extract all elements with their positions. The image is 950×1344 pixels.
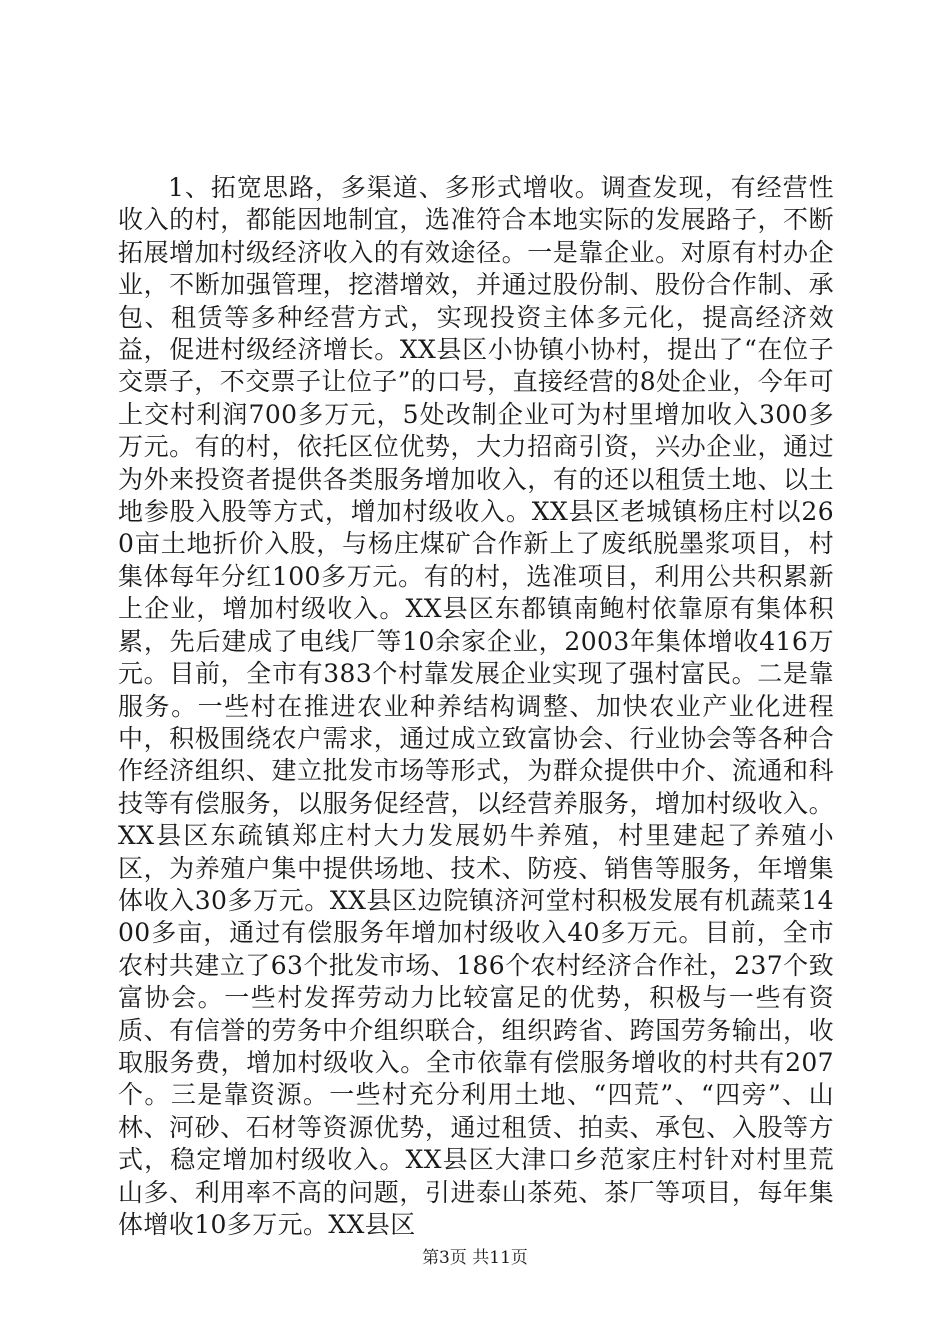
page-number-footer: 第3页 共11页 xyxy=(422,1248,528,1268)
body-paragraph: 1、拓宽思路，多渠道、多形式增收。调查发现，有经营性收入的村，都能因地制宜，选准符合本地实际的发展路子，不断拓展增加村级经济收入的有效途径。一是靠企业。对原有村办企业，不断加强管理，挖潜增效，并通过股份制、股份合作制、承包、租赁等多种经营方式，实现投资主体多元化，提高经济效益，促进村级经济增长。XX县区小协镇小协村，提出了“在位子交票子，不交票子让位子”的口号，直接经营的8处企业，今年可上交村利润700多万元，5处改制企业可为村里增加收入300多万元。有的村，依托区位优势，大力招商引资，兴办企业，通过为外来投资者提供各类服务增加收入，有的还以租赁土地、以土地参股入股等方式，增加村级收入。XX县区老城镇杨庄村以260亩土地折价入股，与杨庄煤矿合作新上了废纸脱墨浆项目，村集体每年分红100多万元。有的村，选准项目，利用公共积累新上企业，增加村级收入。XX县区东都镇南鲍村依靠原有集体积累，先后建成了电线厂等10余家企业，2003年集体增收416万元。目前，全市有383个村靠发展企业实现了强村富民。二是靠服务。一些村在推进农业种养结构调整、加快农业产业化进程中，积极围绕农户需求，通过成立致富协会、行业协会等各种合作经济组织、建立批发市场等形式，为群众提供中介、流通和科技等有偿服务，以服务促经营，以经营养服务，增加村级收入。XX县区东疏镇郑庄村大力发展奶牛养殖，村里建起了养殖小区，为养殖户集中提供场地、技术、防疫、销售等服务，年增集体收入30多万元。XX县区边院镇济河堂村积极发展有机蔬菜1400多亩，通过有偿服务年增加村级收入40多万元。目前，全市农村共建立了63个批发市场、186个农村经济合作社，237个致富协会。一些村发挥劳动力比较富足的优势，积极与一些有资质、有信誉的劳务中介组织联合，组织跨省、跨国劳务输出，收取服务费，增加村级收入。全市依靠有偿服务增收的村共有207个。三是靠资源。一些村充分利用土地、“四荒”、“四旁”、山林、河砂、石材等资源优势，通过租赁、拍卖、承包、入股等方式，稳定增加村级收入。XX县区大津口乡范家庄村针对村里荒山多、利用率不高的问题，引进泰山茶苑、茶厂等项目，每年集体增收10多万元。XX县区 xyxy=(118,173,834,1239)
